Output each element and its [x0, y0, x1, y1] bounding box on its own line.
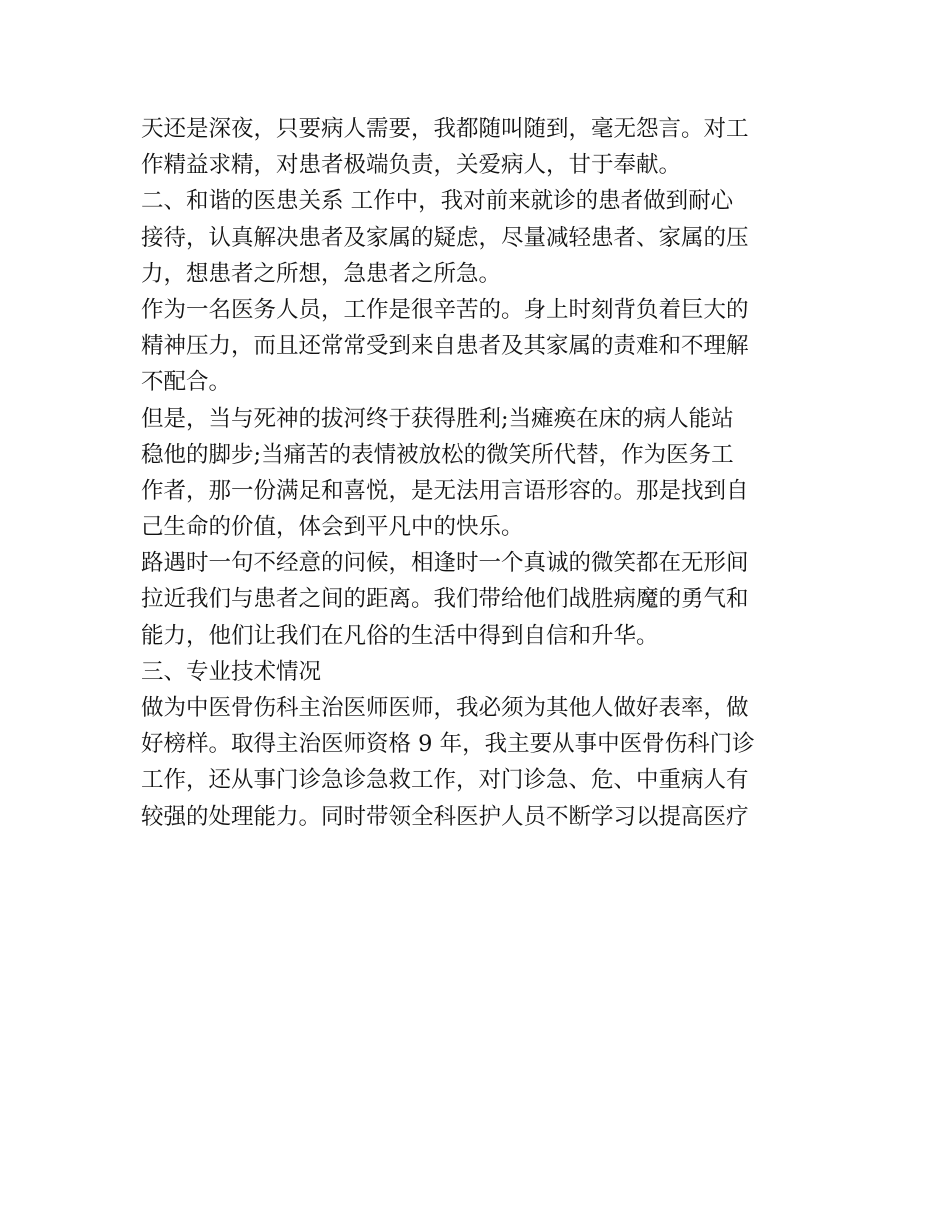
text-line: 拉近我们与患者之间的距离。我们带给他们战胜病魔的勇气和 — [141, 586, 749, 613]
text-line: 己生命的价值，体会到平凡中的快乐。 — [141, 514, 524, 541]
text-line: 但是，当与死神的拔河终于获得胜利;当瘫痪在床的病人能站 — [141, 405, 734, 432]
text-line: 稳他的脚步;当痛苦的表情被放松的微笑所代替，作为医务工 — [141, 441, 734, 468]
section-heading-line: 二、和谐的医患关系 工作中，我对前来就诊的患者做到耐心 — [141, 188, 734, 215]
text-line: 较强的处理能力。同时带领全科医护人员不断学习以提高医疗 — [141, 803, 749, 830]
text-line: 路遇时一句不经意的问候，相逢时一个真诚的微笑都在无形间 — [141, 550, 749, 577]
text-line: 工作，还从事门诊急诊急救工作，对门诊急、危、中重病人有 — [141, 767, 749, 794]
text-line: 不配合。 — [141, 369, 232, 396]
text-line: 好榜样。取得主治医师资格 9 年，我主要从事中医骨伤科门诊 — [141, 731, 755, 758]
text-line: 精神压力，而且还常常受到来自患者及其家属的责难和不理解 — [141, 333, 749, 360]
text-line: 接待，认真解决患者及家属的疑虑，尽量减轻患者、家属的压 — [141, 224, 749, 251]
text-line: 能力，他们让我们在凡俗的生活中得到自信和升华。 — [141, 622, 659, 649]
text-line: 作为一名医务人员，工作是很辛苦的。身上时刻背负着巨大的 — [141, 296, 749, 323]
text-line: 做为中医骨伤科主治医师医师，我必须为其他人做好表率，做 — [141, 695, 749, 721]
text-line: 作者，那一份满足和喜悦，是无法用言语形容的。那是找到自 — [141, 477, 749, 504]
text-line: 作精益求精，对患者极端负责，关爱病人，甘于奉献。 — [141, 152, 682, 179]
document-body — [141, 111, 831, 835]
section-heading: 三、专业技术情况 — [141, 658, 322, 685]
text-line: 力，想患者之所想，急患者之所急。 — [141, 260, 502, 287]
text-line: 天还是深夜，只要病人需要，我都随叫随到，毫无怨言。对工 — [141, 116, 749, 142]
